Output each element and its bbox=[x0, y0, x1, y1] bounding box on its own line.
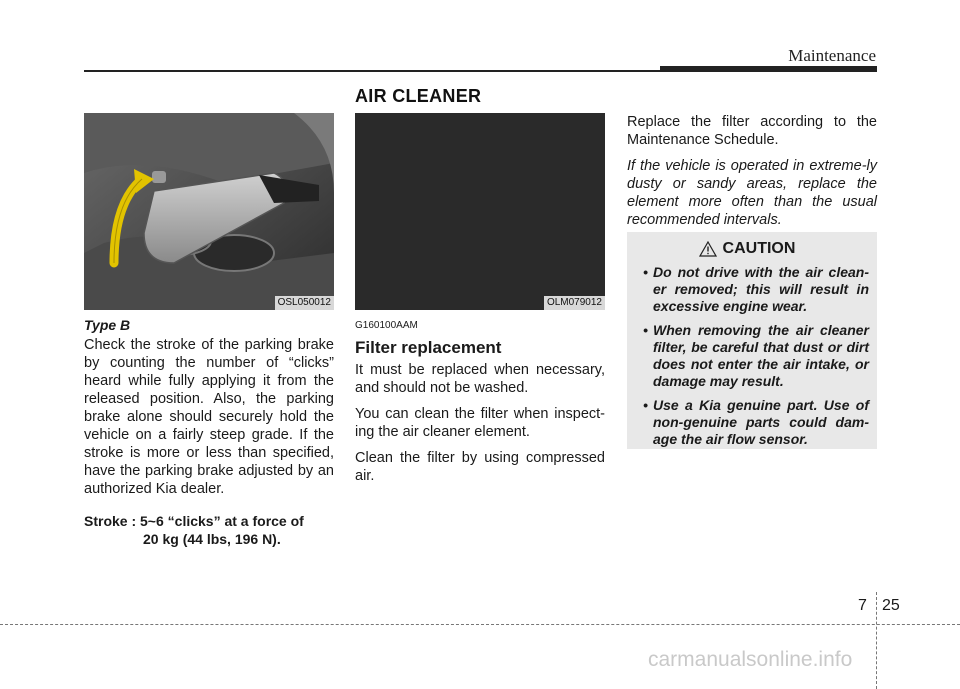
page-number-value: 25 bbox=[882, 597, 900, 614]
paragraph-3: Clean the filter by using compressed air. bbox=[355, 450, 605, 484]
footer-rule bbox=[0, 624, 960, 625]
photo-code: OLM079012 bbox=[544, 296, 605, 310]
caution-item: • Do not drive with the air clean-er removed; this will result in excessive engine wear. bbox=[643, 264, 869, 314]
replace-paragraph: Replace the filter according to the Maintenance Schedule. bbox=[627, 114, 877, 148]
column-3 bbox=[627, 113, 877, 229]
header-rule bbox=[84, 70, 660, 72]
caution-item: • When removing the air cleaner filter, be careful that dust or dirt does not enter the air intake, or damage may result. bbox=[643, 322, 869, 389]
paragraph-2: You can clean the filter when inspect-ing the air cleaner element. bbox=[355, 406, 605, 440]
stroke-line-2: 20 kg (44 lbs, 196 N). bbox=[143, 531, 281, 547]
dusty-conditions-paragraph: If the vehicle is operated in extreme-ly dusty or sandy areas, replace the element more often than the usual recommended intervals. bbox=[627, 158, 877, 228]
parking-brake-paragraph: Check the stroke of the parking brake by counting the number of “clicks” heard while fully applying it from the released position. Also, the parking brake alone should securely hold the vehicle on a fairly steep grade. If the stroke is more or less than specified, have the parking brake adjusted by an authorized Kia dealer. bbox=[84, 337, 334, 497]
watermark: carmanualsonline.info bbox=[648, 648, 853, 671]
section-title: AIR CLEANER bbox=[355, 86, 482, 106]
caution-item: • Use a Kia genuine part. Use of non-genuine parts could dam-age the air flow sensor. bbox=[643, 397, 869, 447]
footer-divider bbox=[876, 592, 877, 689]
column-1 bbox=[84, 113, 334, 548]
header-rule-accent bbox=[660, 66, 877, 72]
air-cleaner-photo-placeholder bbox=[355, 113, 605, 310]
section-code: G160100AAM bbox=[355, 320, 418, 331]
column-2 bbox=[355, 113, 605, 493]
parking-brake-illustration bbox=[84, 113, 334, 310]
parking-brake-photo bbox=[84, 113, 334, 310]
photo-code: OSL050012 bbox=[275, 296, 334, 310]
type-label: Type B bbox=[84, 317, 131, 333]
chapter-number: 7 bbox=[858, 597, 867, 614]
caution-box bbox=[627, 232, 877, 449]
paragraph-1: It must be replaced when necessary, and should not be washed. bbox=[355, 362, 605, 396]
stroke-spec bbox=[84, 512, 334, 548]
air-cleaner-photo bbox=[355, 113, 605, 310]
stroke-line-1: Stroke : 5~6 “clicks” at a force of bbox=[84, 513, 304, 529]
header-title: Maintenance bbox=[788, 46, 876, 65]
caution-list bbox=[635, 264, 869, 448]
subhead-filter-replacement: Filter replacement bbox=[355, 338, 502, 357]
caution-header bbox=[625, 240, 869, 258]
warning-triangle-icon bbox=[699, 241, 717, 257]
caution-title: CAUTION bbox=[722, 240, 796, 257]
